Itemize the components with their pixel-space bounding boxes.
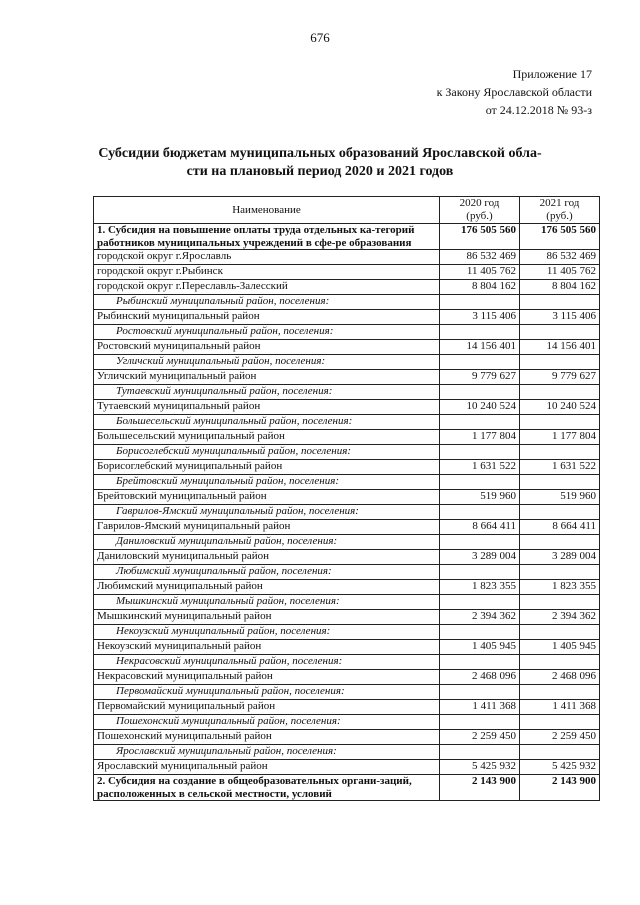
appendix-line-2: к Закону Ярославской области xyxy=(436,85,592,99)
table-subheader-row xyxy=(94,355,600,370)
table-header-row xyxy=(94,197,600,224)
table-row xyxy=(94,430,600,445)
cell-2021 xyxy=(520,325,600,340)
cell-2020: 8 664 411 xyxy=(440,520,520,535)
cell-2021 xyxy=(520,355,600,370)
appendix-line-1: Приложение 17 xyxy=(512,67,592,81)
table-row xyxy=(94,640,600,655)
cell-2020 xyxy=(440,445,520,460)
table-row xyxy=(94,610,600,625)
cell-2021 xyxy=(520,715,600,730)
table-row xyxy=(94,670,600,685)
cell-2020 xyxy=(440,325,520,340)
cell-2020: 9 779 627 xyxy=(440,370,520,385)
table-subheader-row xyxy=(94,715,600,730)
cell-2020 xyxy=(440,385,520,400)
cell-name: Гаврилов-Ямский муниципальный район, поселения: xyxy=(94,505,440,520)
appendix-reference xyxy=(437,65,592,119)
cell-name: Первомайский муниципальный район, поселения: xyxy=(94,685,440,700)
cell-2020: 14 156 401 xyxy=(440,340,520,355)
document-title xyxy=(80,145,560,181)
cell-2021 xyxy=(520,475,600,490)
cell-2021: 1 823 355 xyxy=(520,580,600,595)
cell-2021: 519 960 xyxy=(520,490,600,505)
table-row xyxy=(94,250,600,265)
cell-name: Некрасовский муниципальный район xyxy=(94,670,440,685)
cell-2021: 5 425 932 xyxy=(520,760,600,775)
cell-2020 xyxy=(440,535,520,550)
header-2020-unit: (руб.) xyxy=(466,210,493,222)
table-row xyxy=(94,760,600,775)
table-row xyxy=(94,310,600,325)
cell-name: Некоузский муниципальный район xyxy=(94,640,440,655)
cell-2021: 8 804 162 xyxy=(520,280,600,295)
cell-2020: 3 289 004 xyxy=(440,550,520,565)
cell-2020: 8 804 162 xyxy=(440,280,520,295)
cell-2020: 5 425 932 xyxy=(440,760,520,775)
cell-name: городской округ г.Ярославль xyxy=(94,250,440,265)
cell-2020 xyxy=(440,565,520,580)
header-2021 xyxy=(520,197,600,224)
cell-2020: 1 823 355 xyxy=(440,580,520,595)
cell-name: Ростовский муниципальный район, поселения: xyxy=(94,325,440,340)
cell-name: Большесельский муниципальный район xyxy=(94,430,440,445)
cell-2021: 2 143 900 xyxy=(520,775,600,801)
cell-2020: 3 115 406 xyxy=(440,310,520,325)
cell-name: Рыбинский муниципальный район xyxy=(94,310,440,325)
cell-2021 xyxy=(520,595,600,610)
cell-name: Ярославский муниципальный район xyxy=(94,760,440,775)
cell-2020 xyxy=(440,475,520,490)
cell-2020: 11 405 762 xyxy=(440,265,520,280)
cell-name: Угличский муниципальный район xyxy=(94,370,440,385)
cell-2021: 11 405 762 xyxy=(520,265,600,280)
table-row xyxy=(94,580,600,595)
table-subheader-row xyxy=(94,745,600,760)
cell-2020 xyxy=(440,715,520,730)
cell-2020: 2 259 450 xyxy=(440,730,520,745)
cell-name: Пошехонский муниципальный район, поселения: xyxy=(94,715,440,730)
cell-2021: 2 259 450 xyxy=(520,730,600,745)
table-subheader-row xyxy=(94,685,600,700)
table-subheader-row xyxy=(94,505,600,520)
table-section-row xyxy=(94,775,600,801)
cell-2021 xyxy=(520,445,600,460)
table-row xyxy=(94,460,600,475)
cell-name: 1. Субсидия на повышение оплаты труда отдельных ка-тегорий работников муниципальных учреждений в сфе-ре образования xyxy=(94,224,440,250)
cell-2020 xyxy=(440,415,520,430)
cell-2021 xyxy=(520,385,600,400)
table-row xyxy=(94,700,600,715)
cell-2021: 10 240 524 xyxy=(520,400,600,415)
appendix-line-3: от 24.12.2018 № 93-з xyxy=(485,103,592,117)
cell-2021 xyxy=(520,685,600,700)
header-2021-year: 2021 год xyxy=(539,197,580,209)
cell-2021: 14 156 401 xyxy=(520,340,600,355)
table-subheader-row xyxy=(94,535,600,550)
page-number: 676 xyxy=(310,30,330,45)
cell-2021: 9 779 627 xyxy=(520,370,600,385)
cell-name: Даниловский муниципальный район, поселения: xyxy=(94,535,440,550)
cell-name: Гаврилов-Ямский муниципальный район xyxy=(94,520,440,535)
table-subheader-row xyxy=(94,385,600,400)
cell-name: Первомайский муниципальный район xyxy=(94,700,440,715)
cell-2020 xyxy=(440,595,520,610)
cell-name: Брейтовский муниципальный район xyxy=(94,490,440,505)
cell-name: Любимский муниципальный район, поселения: xyxy=(94,565,440,580)
title-line-1: Субсидии бюджетам муниципальных образований Ярославской обла- xyxy=(98,146,542,161)
cell-name: городской округ г.Переславль-Залесский xyxy=(94,280,440,295)
table-row xyxy=(94,280,600,295)
cell-name: Борисоглебский муниципальный район xyxy=(94,460,440,475)
cell-2020 xyxy=(440,745,520,760)
cell-name: Большесельский муниципальный район, поселения: xyxy=(94,415,440,430)
cell-2021: 176 505 560 xyxy=(520,224,600,250)
table-subheader-row xyxy=(94,325,600,340)
header-2021-unit: (руб.) xyxy=(546,210,573,222)
cell-2020: 176 505 560 xyxy=(440,224,520,250)
header-2020-year: 2020 год xyxy=(459,197,500,209)
cell-name: Мышкинский муниципальный район, поселения: xyxy=(94,595,440,610)
cell-2021: 3 289 004 xyxy=(520,550,600,565)
table-row xyxy=(94,400,600,415)
table-subheader-row xyxy=(94,415,600,430)
cell-name: Тутаевский муниципальный район xyxy=(94,400,440,415)
table-subheader-row xyxy=(94,655,600,670)
cell-name: Любимский муниципальный район xyxy=(94,580,440,595)
cell-2021: 1 177 804 xyxy=(520,430,600,445)
cell-name: Ярославский муниципальный район, поселения: xyxy=(94,745,440,760)
cell-name: Ростовский муниципальный район xyxy=(94,340,440,355)
cell-name: Некрасовский муниципальный район, поселения: xyxy=(94,655,440,670)
table-body xyxy=(94,224,600,801)
cell-2021: 8 664 411 xyxy=(520,520,600,535)
table-subheader-row xyxy=(94,445,600,460)
cell-2021: 86 532 469 xyxy=(520,250,600,265)
cell-name: Пошехонский муниципальный район xyxy=(94,730,440,745)
cell-2021: 1 405 945 xyxy=(520,640,600,655)
cell-2021 xyxy=(520,505,600,520)
subsidies-table xyxy=(93,196,600,801)
cell-2020 xyxy=(440,295,520,310)
cell-name: Рыбинский муниципальный район, поселения: xyxy=(94,295,440,310)
cell-2021 xyxy=(520,295,600,310)
cell-name: Даниловский муниципальный район xyxy=(94,550,440,565)
cell-2020: 1 177 804 xyxy=(440,430,520,445)
cell-2020: 10 240 524 xyxy=(440,400,520,415)
cell-name: Тутаевский муниципальный район, поселения: xyxy=(94,385,440,400)
cell-2021: 3 115 406 xyxy=(520,310,600,325)
title-line-2: сти на плановый период 2020 и 2021 годов xyxy=(186,164,454,179)
cell-2020: 2 468 096 xyxy=(440,670,520,685)
cell-2020: 2 143 900 xyxy=(440,775,520,801)
table-row xyxy=(94,730,600,745)
cell-2021 xyxy=(520,625,600,640)
cell-2021: 1 631 522 xyxy=(520,460,600,475)
cell-name: Борисоглебский муниципальный район, поселения: xyxy=(94,445,440,460)
table-row xyxy=(94,550,600,565)
table-row xyxy=(94,490,600,505)
cell-name: Угличский муниципальный район, поселения: xyxy=(94,355,440,370)
cell-name: Брейтовский муниципальный район, поселения: xyxy=(94,475,440,490)
table-row xyxy=(94,265,600,280)
table-row xyxy=(94,370,600,385)
cell-2020: 1 411 368 xyxy=(440,700,520,715)
table-subheader-row xyxy=(94,595,600,610)
cell-2021: 2 394 362 xyxy=(520,610,600,625)
cell-2021: 2 468 096 xyxy=(520,670,600,685)
cell-2020 xyxy=(440,655,520,670)
cell-2020 xyxy=(440,505,520,520)
cell-2020: 519 960 xyxy=(440,490,520,505)
cell-2020 xyxy=(440,355,520,370)
cell-2020: 86 532 469 xyxy=(440,250,520,265)
cell-2021 xyxy=(520,535,600,550)
cell-2020: 2 394 362 xyxy=(440,610,520,625)
cell-name: Мышкинский муниципальный район xyxy=(94,610,440,625)
table-subheader-row xyxy=(94,475,600,490)
header-2020 xyxy=(440,197,520,224)
table-subheader-row xyxy=(94,565,600,580)
cell-name: городской округ г.Рыбинск xyxy=(94,265,440,280)
cell-name: Некоузский муниципальный район, поселения: xyxy=(94,625,440,640)
cell-2021 xyxy=(520,745,600,760)
table-subheader-row xyxy=(94,295,600,310)
cell-name: 2. Субсидия на создание в общеобразовательных органи-заций, расположенных в сельской местности, условий xyxy=(94,775,440,801)
cell-2021 xyxy=(520,415,600,430)
table-row xyxy=(94,340,600,355)
cell-2021 xyxy=(520,655,600,670)
header-name: Наименование xyxy=(94,197,440,224)
cell-2020: 1 405 945 xyxy=(440,640,520,655)
table-section-row xyxy=(94,224,600,250)
cell-2020 xyxy=(440,625,520,640)
cell-2021 xyxy=(520,565,600,580)
table-subheader-row xyxy=(94,625,600,640)
cell-2021: 1 411 368 xyxy=(520,700,600,715)
cell-2020 xyxy=(440,685,520,700)
cell-2020: 1 631 522 xyxy=(440,460,520,475)
table-row xyxy=(94,520,600,535)
